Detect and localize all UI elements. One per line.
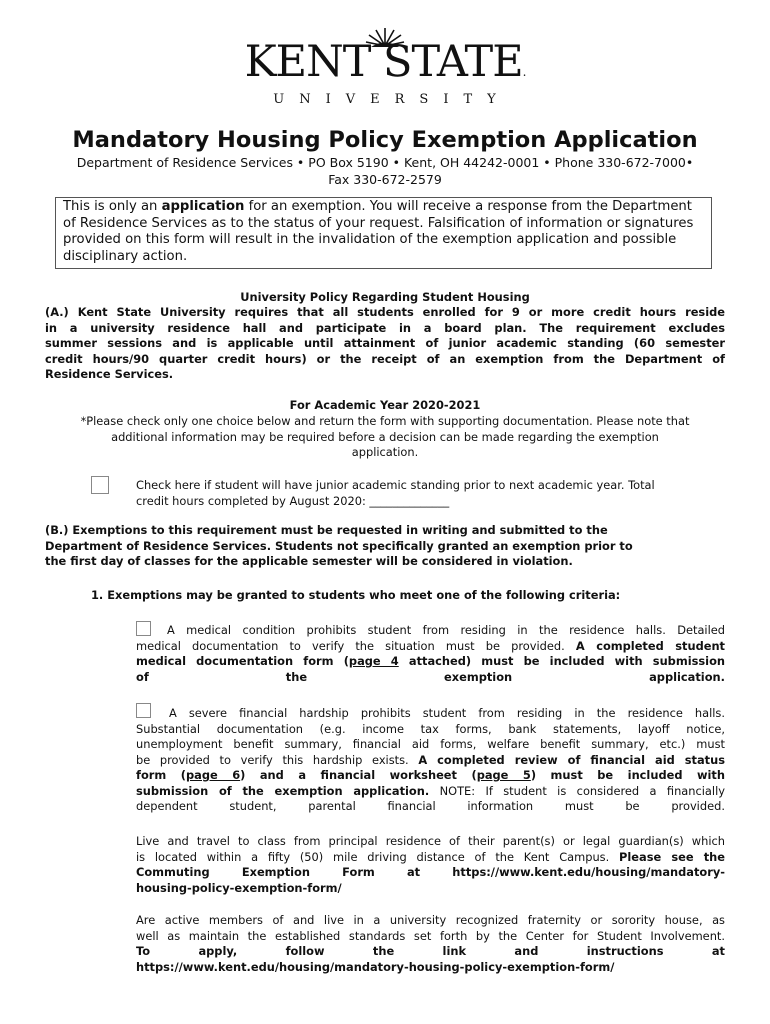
- criteria-heading: 1. Exemptions may be granted to students who meet one of the following criteria:: [91, 588, 621, 602]
- junior-standing-checkbox[interactable]: [91, 476, 109, 494]
- academic-year-heading: For Academic Year 2020-2021: [289, 398, 481, 412]
- policy-heading: University Policy Regarding Student Housing: [240, 290, 530, 304]
- financial-exemption-text: A severe financial hardship prohibits student from residing in the residence halls. Substantial documentation (e.g. income tax forms, bank statements, layoff notice, unemployment benefit summary, financial aid forms, welfare benefit summary, etc.) must be provided to verify this hardship exists. A completed review of financial aid status form (page 6) and a financial worksheet (page 5) must be included with submission of the exemption application. NOTE: If student is considered a financially dependent student, parental financial information must be provided.: [136, 706, 726, 813]
- junior-standing-text: Check here if student will have junior academic standing prior to next academic year. Total credit hours completed by August 2020: ______________: [136, 478, 655, 508]
- greek-housing-exemption-text: Are active members of and live in a university recognized fraternity or sorority house, as well as maintain the established standards set forth by the Center for Student Involvement. To apply, follow the link and instructions at https://www.kent.edu/housing/mandatory-housing-policy-exemption-form/: [136, 913, 725, 974]
- medical-exemption-text: A medical condition prohibits student from residing in the residence halls. Detailed medical documentation to verify the situation must be provided. A completed student medical documentation form (page 4 attached) must be included with submission of the exemption application.: [136, 623, 725, 684]
- page-5-link[interactable]: page 5: [476, 768, 531, 782]
- commuting-exemption-text: Live and travel to class from principal residence of their parent(s) or legal guardian(s) which is located within a fifty (50) mile driving distance of the Kent Campus. Please see the Commuting Exemption Form at https://www.kent.edu/housing/mandatory- housing-policy-exemption-form/: [136, 834, 725, 895]
- logo-subtitle: UNIVERSITY: [273, 92, 511, 107]
- fax-line: Fax 330-672-2579: [328, 172, 442, 187]
- page-title: Mandatory Housing Policy Exemption Application: [72, 127, 698, 153]
- commuting-form-link[interactable]: Commuting Exemption Form at https://www.kent.edu/housing/mandatory-: [136, 865, 725, 879]
- notice-text: This is only an application for an exemption. You will receive a response from the Department of Residence Services as to the status of your request. Falsification of information or signatures provided on this form will result in the invalidation of the exemption application and possible disciplinary action.: [63, 199, 694, 264]
- contact-line: Department of Residence Services • PO Box 5190 • Kent, OH 44242-0001 • Phone 330-672-7000•: [76, 155, 694, 170]
- page-4-link[interactable]: page 4: [348, 654, 399, 668]
- section-b-paragraph: (B.) Exemptions to this requirement must be requested in writing and submitted to the Department of Residence Services. Students not specifically granted an exemption prior to the first day of classes for the applicable semester will be considered in violation.: [45, 523, 633, 568]
- page-6-link[interactable]: page 6: [186, 768, 241, 782]
- exemption-form-link[interactable]: https://www.kent.edu/housing/mandatory-housing-policy-exemption-form/: [136, 959, 615, 974]
- university-logo: [0, 26, 770, 108]
- logo-wordmark: KENT STATE.: [244, 37, 526, 87]
- policy-paragraph: (A.) Kent State University requires that all students enrolled for 9 or more credit hours reside in a university residence hall and participate in a board plan. The requirement excludes summer sessions and is applicable until attainment of junior academic standing (60 semester credit hours/90 quarter credit hours) or the receipt of an exemption from the Department of Residence Services.: [45, 305, 725, 381]
- academic-year-instructions: *Please check only one choice below and return the form with supporting documentation. Please note that additional information may be required before a decision can be made regarding the exemption application.: [80, 414, 690, 459]
